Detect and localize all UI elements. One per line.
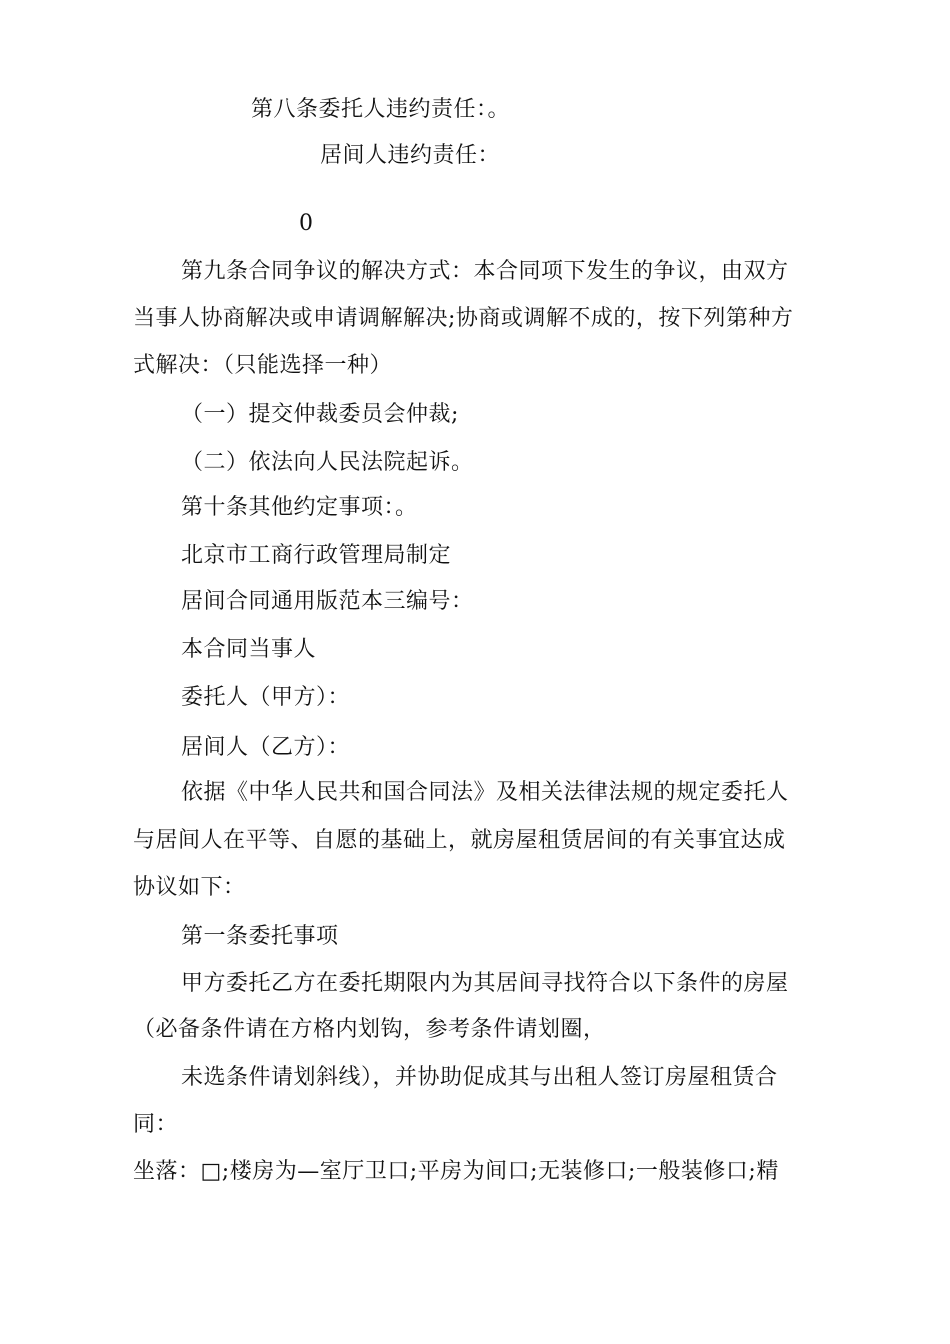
article-9-dispute-resolution: 第九条合同争议的解决方式：本合同项下发生的争议，由双方 [181, 259, 789, 284]
preamble-line: 协议如下： [133, 875, 246, 900]
option-arbitration: （一）提交仲裁委员会仲裁; [181, 402, 459, 427]
preamble-line: 依据《中华人民共和国合同法》及相关法律法规的规定委托人 [181, 780, 789, 805]
article-8-principal-liability: 第八条委托人违约责任：。 [251, 97, 511, 122]
parties-heading: 本合同当事人 [181, 637, 317, 662]
article-1-line: 同： [133, 1112, 179, 1137]
intermediary-party: 居间人（乙方）： [181, 735, 351, 760]
article-10-other-matters: 第十条其他约定事项：。 [181, 495, 418, 520]
option-litigation: （二）依法向人民法院起诉。 [181, 450, 474, 475]
article-1-line: 未选条件请划斜线），并协助促成其与出租人签订房屋租赁合 [181, 1065, 778, 1090]
article-1-line: 甲方委托乙方在委托期限内为其居间寻找符合以下条件的房屋 [181, 971, 789, 996]
location-conditions-line: 坐落：□;楼房为—室厅卫口;平房为间口;无装修口;一般装修口;精 [133, 1159, 779, 1184]
article-1-line: （必备条件请在方格内划钩，参考条件请划圈， [133, 1017, 606, 1042]
principal-party: 委托人（甲方）： [181, 685, 351, 710]
blank-value: 0 [299, 211, 314, 236]
paragraph-line: 当事人协商解决或申请调解解决;协商或调解不成的，按下列第种方 [133, 306, 794, 331]
paragraph-line: 式解决：（只能选择一种） [133, 353, 393, 378]
contract-title-number: 居间合同通用版范本三编号： [181, 589, 474, 614]
preamble-line: 与居间人在平等、自愿的基础上，就房屋租赁居间的有关事宜达成 [133, 828, 786, 853]
issuer-line: 北京市工商行政管理局制定 [181, 543, 452, 568]
intermediary-liability: 居间人违约责任： [320, 143, 501, 168]
article-1-heading: 第一条委托事项 [181, 924, 339, 949]
